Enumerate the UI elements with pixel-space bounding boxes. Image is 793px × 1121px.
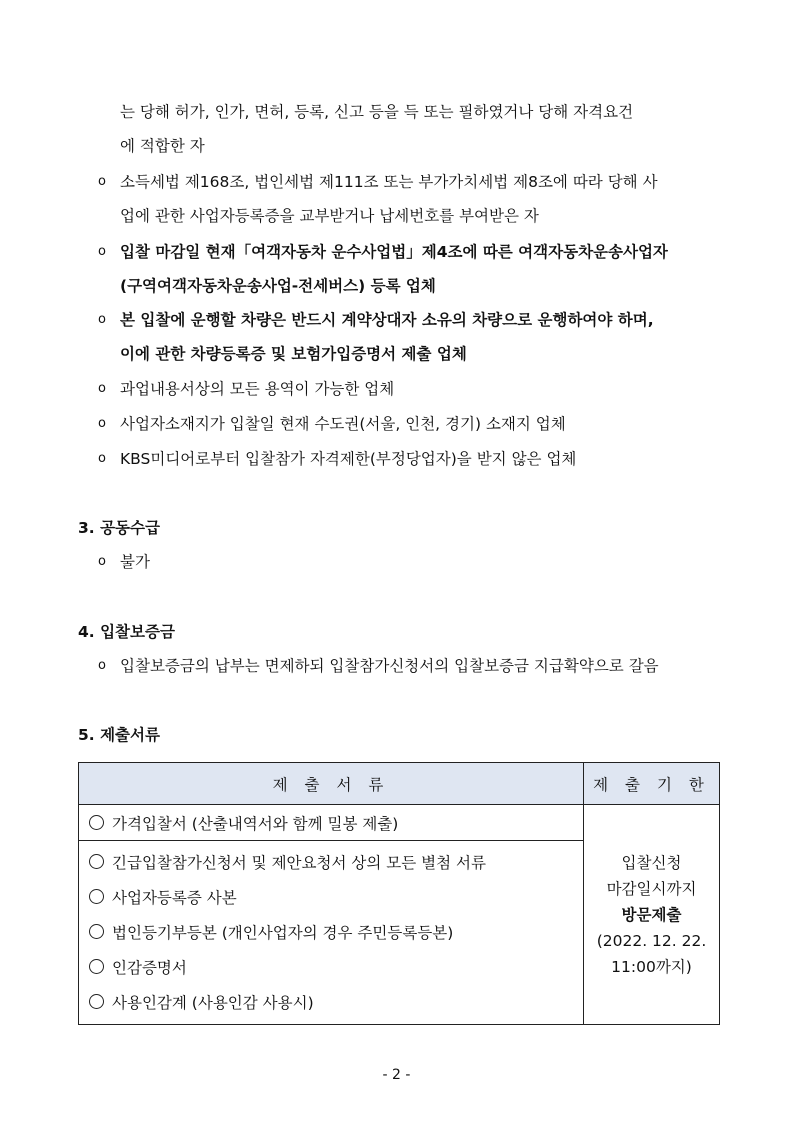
table-row xyxy=(79,805,720,841)
circle-bullet-icon xyxy=(89,924,104,939)
header-deadline: 제 출 기 한 xyxy=(584,763,720,805)
bullet-marker: o xyxy=(98,554,106,569)
qualification-item-2-line-1: 입찰 마감일 현재「여객자동차 운수사업법」제4조에 따른 여객자동차운송사업자 xyxy=(120,243,668,261)
document-item-label: 사업자등록증 사본 xyxy=(112,889,237,907)
deadline-line-5: 11:00까지) xyxy=(611,957,692,976)
qualification-item-5: 사업자소재지가 입찰일 현재 수도권(서울, 인천, 경기) 소재지 업체 xyxy=(120,415,566,433)
bullet-marker: o xyxy=(98,451,106,466)
bullet-marker: o xyxy=(98,381,106,396)
circle-bullet-icon xyxy=(89,994,104,1009)
circle-bullet-icon xyxy=(89,889,104,904)
bid-bond-text: 입찰보증금의 납부는 면제하되 입찰참가신청서의 입찰보증금 지급확약으로 갈음 xyxy=(120,657,659,675)
qualification-item-1-line-2: 업에 관한 사업자등록증을 교부받거나 납세번호를 부여받은 자 xyxy=(120,207,539,225)
bullet-marker: o xyxy=(98,244,106,259)
bullet-marker: o xyxy=(98,658,106,673)
section-heading-bid-bond: 4. 입찰보증금 xyxy=(78,623,175,641)
qualification-item-6: KBS미디어로부터 입찰참가 자격제한(부정당업자)을 받지 않은 업체 xyxy=(120,450,577,468)
list-item xyxy=(89,954,583,989)
deadline-cell xyxy=(584,805,720,1025)
bullet-marker: o xyxy=(98,174,106,189)
list-item xyxy=(89,849,583,884)
circle-bullet-icon xyxy=(89,854,104,869)
submission-documents-table xyxy=(78,762,720,1025)
joint-supply-text: 불가 xyxy=(120,553,150,571)
bullet-marker: o xyxy=(98,416,106,431)
deadline-line-3: 방문제출 xyxy=(621,905,682,924)
section-heading-documents: 5. 제출서류 xyxy=(78,726,160,744)
qualification-item-2-line-2: (구역여객자동차운송사업-전세버스) 등록 업체 xyxy=(120,277,436,295)
table-header-row xyxy=(79,763,720,805)
document-item-label: 사용인감계 (사용인감 사용시) xyxy=(112,994,314,1012)
deadline-line-2: 마감일시까지 xyxy=(606,879,697,898)
deadline-line-1: 입찰신청 xyxy=(621,853,682,872)
page-number: - 2 - xyxy=(382,1067,411,1083)
qualification-item-4: 과업내용서상의 모든 용역이 가능한 업체 xyxy=(120,380,395,398)
qualification-item-3-line-1: 본 입찰에 운행할 차량은 반드시 계약상대자 소유의 차량으로 운행하여야 하며, xyxy=(120,311,654,329)
document-items-list xyxy=(79,841,584,1025)
document-item-price-bid xyxy=(79,805,584,841)
header-documents: 제 출 서 류 xyxy=(79,763,584,805)
circle-bullet-icon xyxy=(89,815,104,830)
qualification-continuation-line-2: 에 적합한 자 xyxy=(120,137,205,155)
document-item-label: 법인등기부등본 (개인사업자의 경우 주민등록등본) xyxy=(112,924,454,942)
qualification-item-3-line-2: 이에 관한 차량등록증 및 보험가입증명서 제출 업체 xyxy=(120,345,467,363)
bullet-marker: o xyxy=(98,312,106,327)
list-item xyxy=(89,884,583,919)
qualification-item-1-line-1: 소득세법 제168조, 법인세법 제111조 또는 부가가치세법 제8조에 따라 당해 사 xyxy=(120,173,658,191)
section-heading-joint-supply: 3. 공동수급 xyxy=(78,519,160,537)
qualification-continuation-line-1: 는 당해 허가, 인가, 면허, 등록, 신고 등을 득 또는 필하였거나 당해 자격요건 xyxy=(120,103,634,121)
document-item-label: 인감증명서 xyxy=(112,959,187,977)
list-item xyxy=(89,919,583,954)
circle-bullet-icon xyxy=(89,959,104,974)
document-item-label: 가격입찰서 (산출내역서와 함께 밀봉 제출) xyxy=(112,814,399,833)
document-item-label: 긴급입찰참가신청서 및 제안요청서 상의 모든 별첨 서류 xyxy=(112,854,486,872)
deadline-line-4: (2022. 12. 22. xyxy=(596,931,707,950)
list-item xyxy=(89,989,583,1024)
